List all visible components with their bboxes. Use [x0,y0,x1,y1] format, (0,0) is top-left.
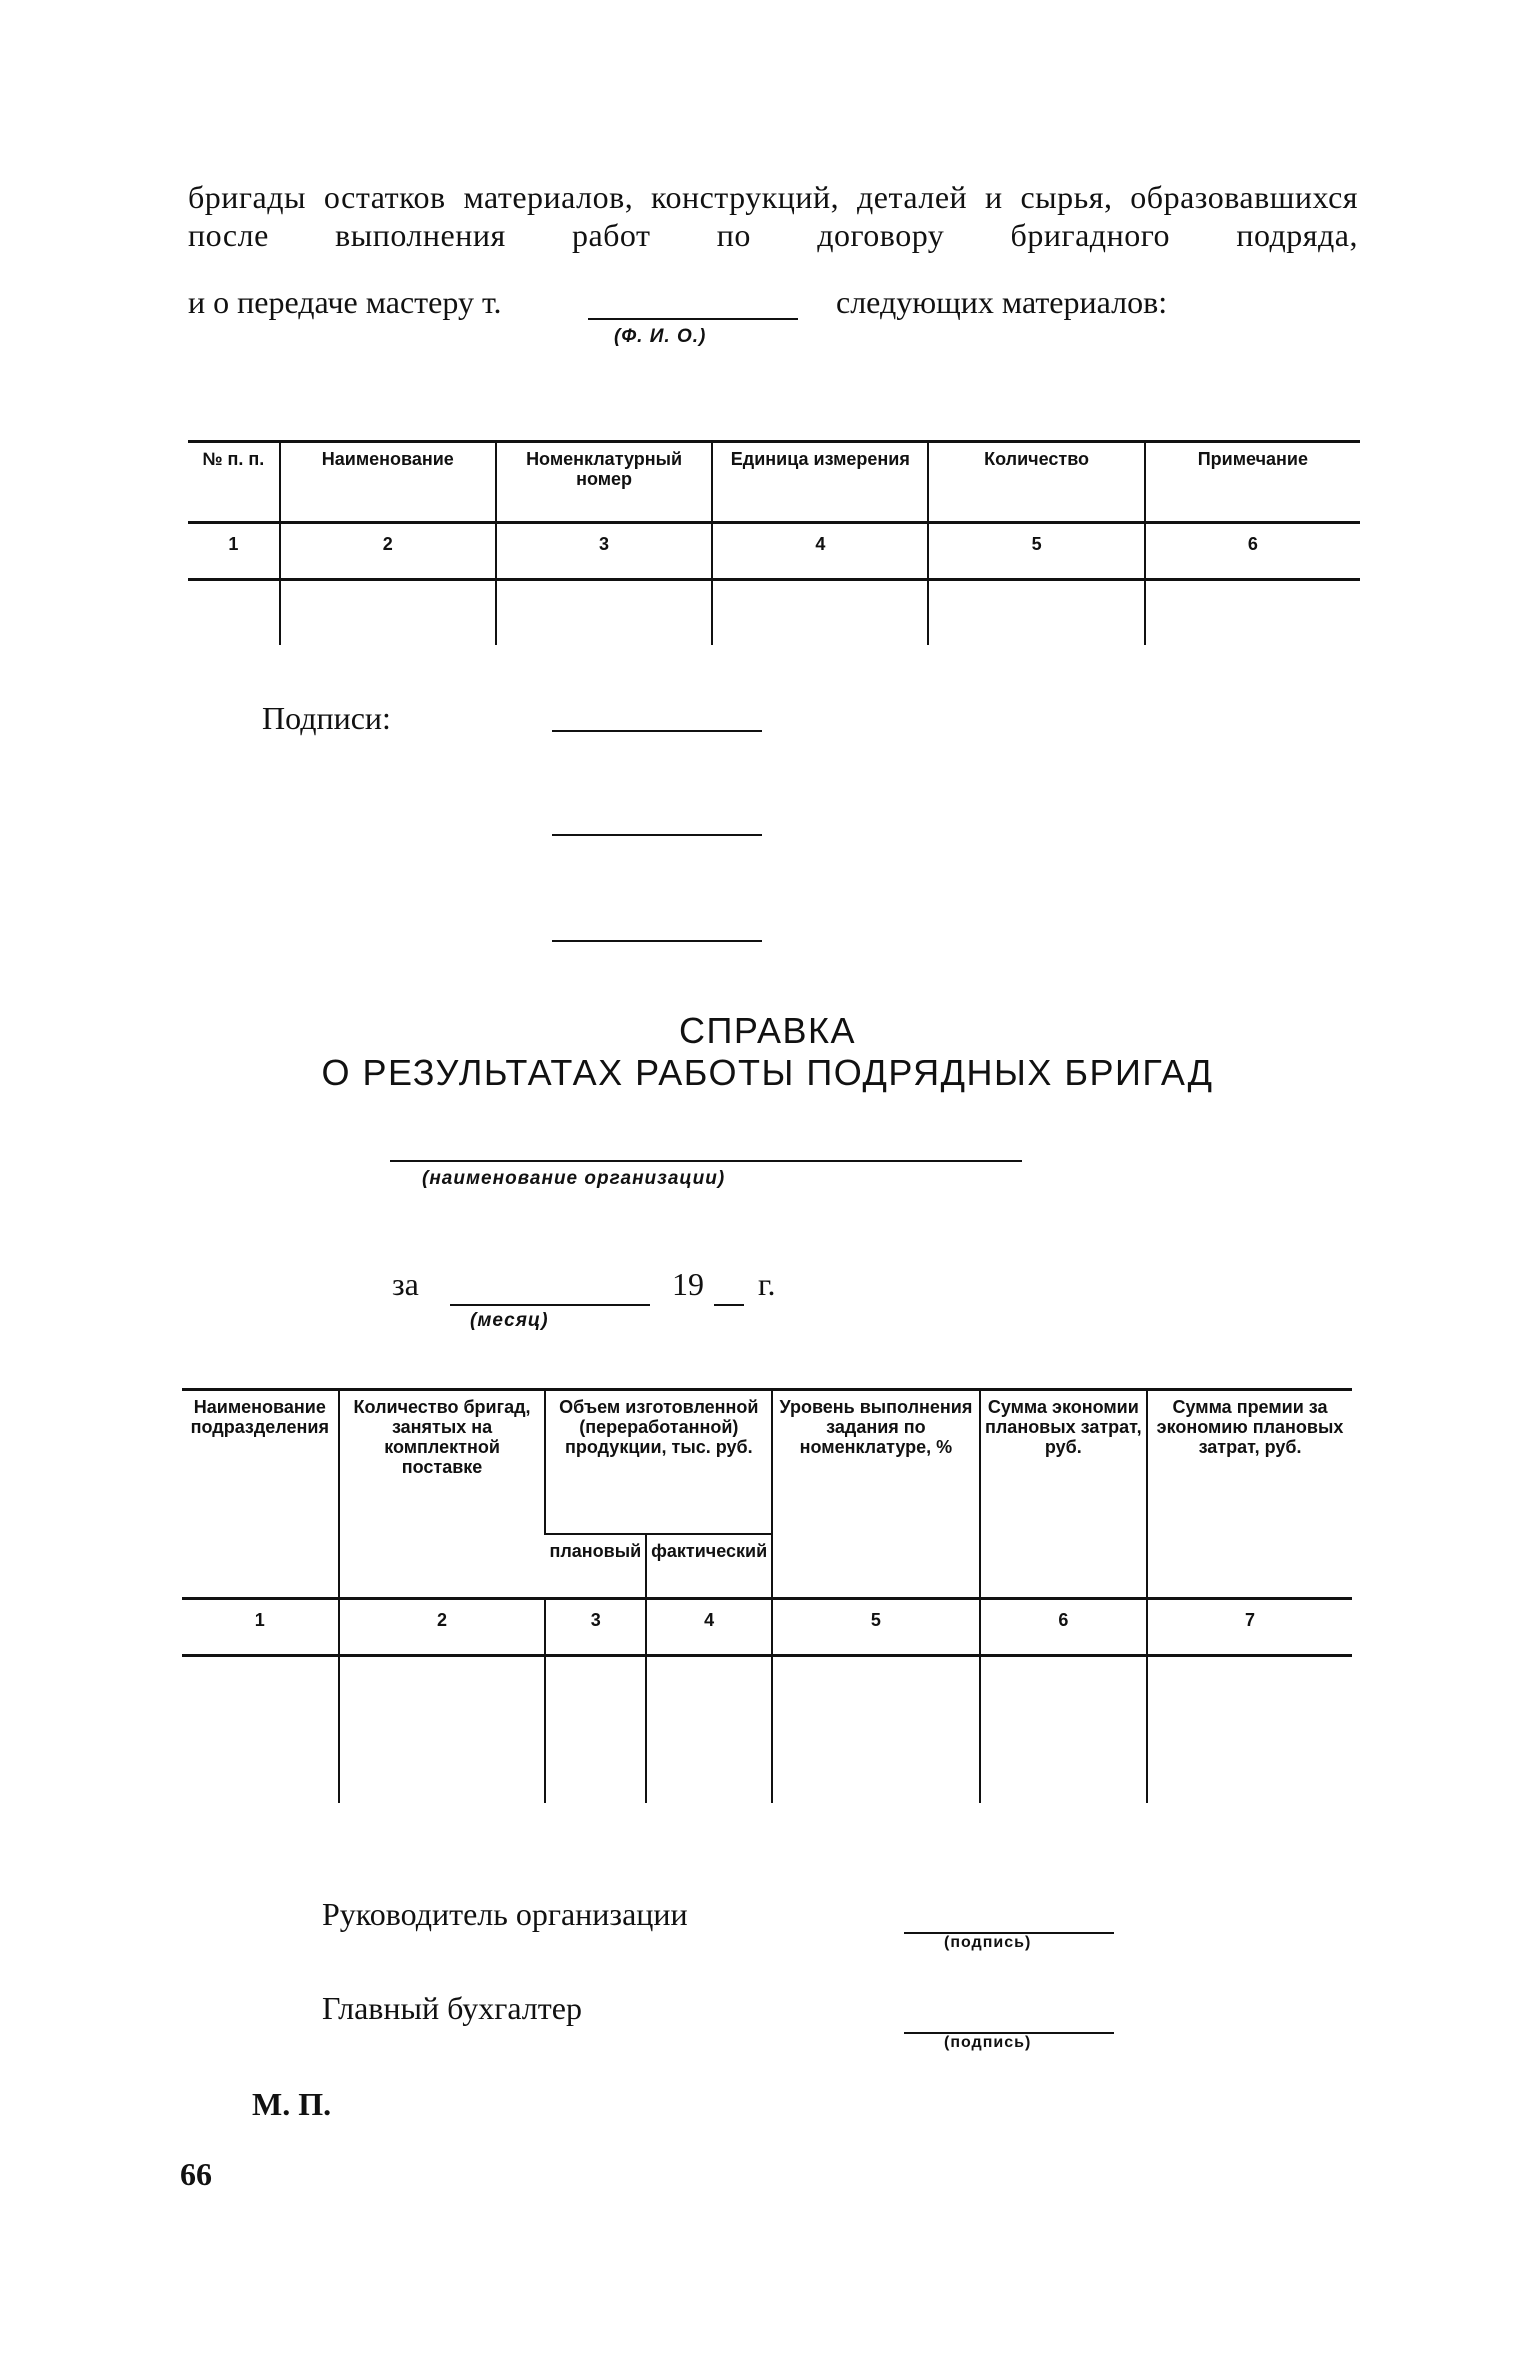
seal-mark: М. П. [252,2086,332,2122]
signature-line-3 [552,940,762,942]
intro-paragraph: бригады остатков материалов, конструкций, деталей и сырья, образовавшихся после выполнения работ по договору бригадного подряда, [188,179,1358,253]
head-label: Руководитель организации [322,1896,688,1932]
accountant-label: Главный бухгалтер [322,1990,582,2026]
col-header-volume: Объем изготовленной (переработанной) продукции, тыс. руб. [545,1390,772,1534]
empty-cell [188,580,280,646]
empty-cell [545,1656,646,1804]
col-number: 1 [182,1599,339,1656]
transfer-line [188,284,1358,344]
empty-cell [182,1656,339,1804]
col-header-note: Примечание [1145,442,1360,523]
report-title: СПРАВКА [679,1010,856,1051]
month-caption: (месяц) [470,1310,549,1331]
organization-blank [390,1160,1022,1162]
col-header-savings: Сумма экономии плановых затрат, руб. [980,1390,1147,1599]
empty-cell [1145,580,1360,646]
empty-cell [712,580,928,646]
empty-cell [496,580,712,646]
col-number: 3 [496,523,712,580]
col-number: 7 [1147,1599,1352,1656]
empty-cell [339,1656,546,1804]
results-table [182,1388,1352,1803]
year-suffix: г. [758,1266,776,1302]
col-number: 5 [928,523,1144,580]
master-name-blank [588,318,798,320]
year-prefix: 19 [672,1266,704,1302]
materials-table [188,440,1360,645]
col-header-level: Уровень выполнения задания по номенклатуре, % [772,1390,979,1599]
col-number: 3 [545,1599,646,1656]
empty-cell [646,1656,772,1804]
transfer-prefix: и о передаче мастеру т. [188,284,502,320]
col-header-division: Наименование подразделения [182,1390,339,1599]
page-number: 66 [180,2156,212,2192]
col-subheader-planned: плановый [545,1534,646,1599]
transfer-suffix: следующих материалов: [836,284,1168,320]
col-header-nomenclature: Номенклатурный номер [496,442,712,523]
signature-line-2 [552,834,762,836]
col-header-name: Наименование [280,442,496,523]
col-header-num: № п. п. [188,442,280,523]
col-number: 2 [339,1599,546,1656]
col-number: 4 [646,1599,772,1656]
col-number: 5 [772,1599,979,1656]
month-blank [450,1304,650,1306]
col-number: 6 [1145,523,1360,580]
empty-cell [980,1656,1147,1804]
col-header-quantity: Количество [928,442,1144,523]
year-blank [714,1304,744,1306]
col-header-brigades: Количество бригад, занятых на комплектной поставке [339,1390,546,1599]
empty-cell [1147,1656,1352,1804]
col-subheader-actual: фактический [646,1534,772,1599]
head-signature-caption: (подпись) [944,1934,1032,1951]
signatures-label: Подписи: [262,700,391,736]
organization-caption: (наименование организации) [422,1168,726,1189]
col-number: 6 [980,1599,1147,1656]
report-subtitle: О РЕЗУЛЬТАТАХ РАБОТЫ ПОДРЯДНЫХ БРИГАД [321,1052,1214,1093]
col-header-unit: Единица измерения [712,442,928,523]
empty-cell [280,580,496,646]
empty-cell [928,580,1144,646]
col-number: 1 [188,523,280,580]
accountant-signature-caption: (подпись) [944,2034,1032,2051]
col-number: 4 [712,523,928,580]
col-number: 2 [280,523,496,580]
period-prefix: за [392,1266,419,1302]
empty-cell [772,1656,979,1804]
col-header-bonus: Сумма премии за экономию плановых затрат, руб. [1147,1390,1352,1599]
fio-caption: (Ф. И. О.) [614,326,707,347]
signature-line-1 [552,730,762,732]
